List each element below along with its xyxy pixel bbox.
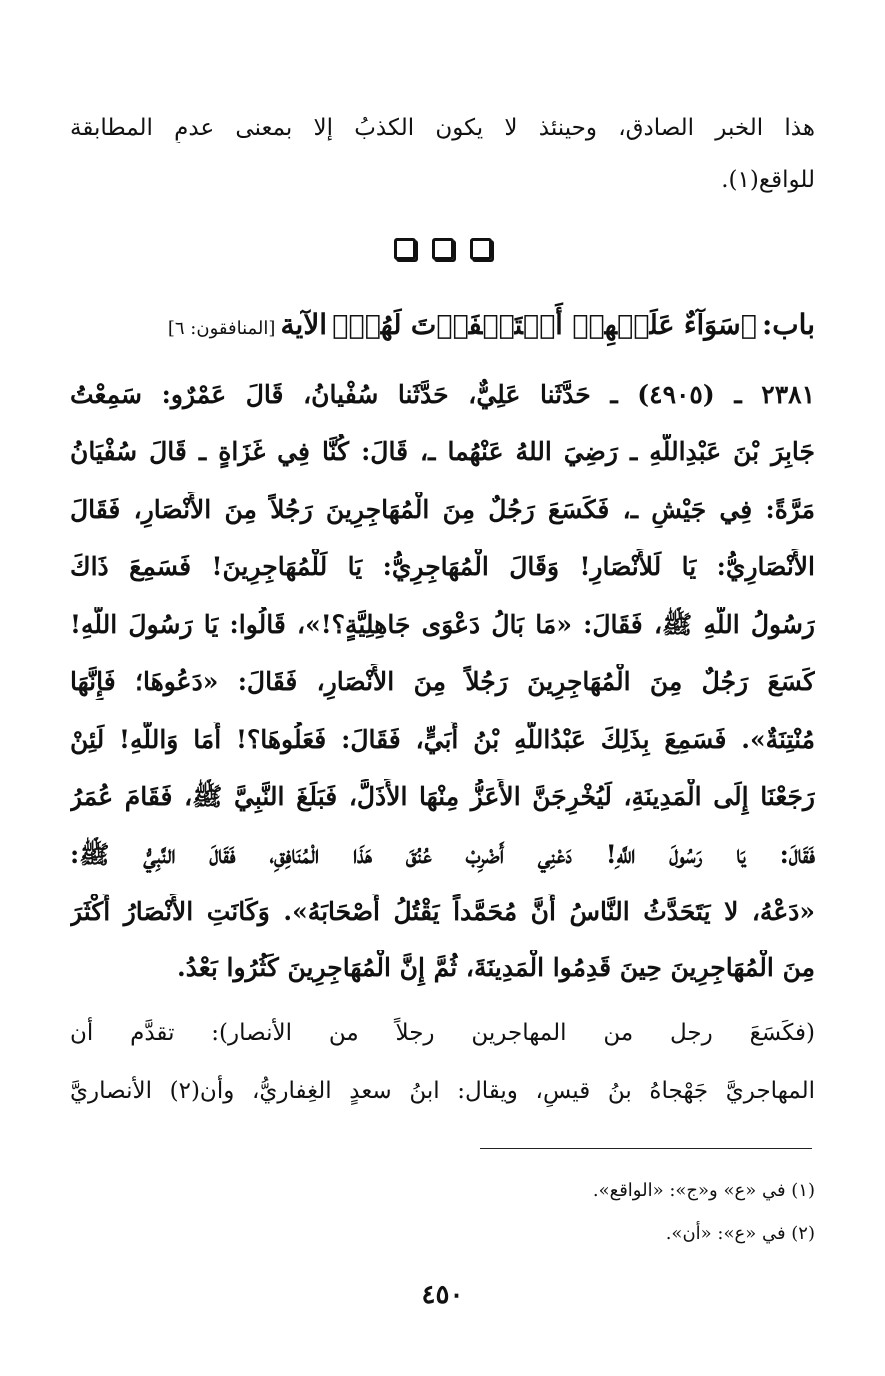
hadith-line: الأَنْصَارِيُّ: يَا لَلأَنْصَارِ! وَقَالَ الْمُهَاجِرِيُّ: يَا لَلْمُهَاجِرِينَ! فَسَمِعَ ذَاكَ (70, 552, 815, 581)
intro-line-2: للواقع(١). (721, 167, 815, 193)
commentary-line-1: (فكَسَعَ رجل من المهاجرين رجلاً من الأنصار): تقدَّم أن (70, 1020, 815, 1046)
hadith-line: مُنْتِنَةٌ». فَسَمِعَ بِذَلِكَ عَبْدُاللَّهِ بْنُ أُبَيٍّ، فَقَالَ: فَعَلُوهَا؟! أَمَا وَاللَّهِ! لَئِنْ (70, 725, 815, 754)
footnote-2: (٢) في «ع»: «أن». (665, 1223, 815, 1244)
hadith-line: ٢٣٨١ ـ (٤٩٠٥) ـ حَدَّثَنا عَلِيٌّ، حَدَّثَنا سُفْيانُ، قَالَ عَمْرٌو: سَمِعْتُ (70, 380, 815, 409)
hadith-line: «دَعْهُ، لا يَتَحَدَّثُ النَّاسُ أَنَّ مُحَمَّداً يَقْتُلُ أَصْحَابَهُ». وَكَانَتِ الأَنْصَارُ أَكْثَرَ (70, 897, 815, 926)
chapter-word: باب: (761, 308, 815, 341)
hadith-line: رَجَعْنَا إِلَى الْمَدِينَةِ، لَيُخْرِجَنَّ الأَعَزُّ مِنْهَا الأَذَلَّ، فَبَلَغَ النَّبِيَّ ﷺ، فَقَامَ عُمَرُ (70, 782, 815, 811)
hadith-line: مَرَّةً: فِي جَيْشٍ ـ، فَكَسَعَ رَجُلٌ مِنَ الْمُهَاجِرِينَ رَجُلاً مِنَ الأَنْصَارِ، فَقَالَ (70, 495, 815, 524)
hadith-line: جَابِرَ بْنَ عَبْدِاللَّهِ ـ رَضِيَ اللهُ عَنْهُما ـ، قَالَ: كُنَّا فِي غَزَاةٍ ـ قَالَ سُفْيَانُ (70, 437, 815, 466)
hadith-line: مِنَ الْمُهَاجِرِينَ حِينَ قَدِمُوا الْمَدِينَةَ، ثُمَّ إِنَّ الْمُهَاجِرِينَ كَثُرُوا بَعْدُ. (176, 953, 815, 982)
intro-line-1: هذا الخبر الصادق، وحينئذ لا يكون الكذبُ إلا بمعنى عدمِ المطابقة (70, 115, 815, 141)
square-ornament-icon (432, 238, 454, 260)
commentary-line-2: المهاجريَّ جَهْجاهُ بنُ قيسٍ، ويقال: ابنُ سعدٍ الغِفاريُّ، وأن(٢) الأنصاريَّ (70, 1078, 815, 1104)
square-ornament-icon (470, 238, 492, 260)
footnote-divider (480, 1148, 812, 1149)
chapter-heading (168, 308, 815, 341)
hadith-line: كَسَعَ رَجُلٌ مِنَ الْمُهَاجِرِينَ رَجُلاً مِنَ الأَنْصَارِ، فَقَالَ: «دَعُوهَا؛ فَإِنَّهَا (70, 667, 815, 696)
ayah-label: الآية (280, 308, 328, 341)
section-separator-ornament (394, 238, 492, 260)
hadith-line: رَسُولُ اللَّهِ ﷺ، فَقَالَ: «مَا بَالُ دَعْوَى جَاهِلِيَّةٍ؟!»، قَالُوا: يَا رَسُولَ اللَّهِ! (70, 610, 815, 639)
square-ornament-icon (394, 238, 416, 260)
verse-reference: [المنافقون: ٦] (167, 318, 276, 339)
hadith-line: فَقَالَ: يَا رَسُولَ اللَّهِ! دَعْنِي أَضْرِبْ عُنُقَ هَذَا الْمُنَافِقِ، فَقَالَ النَّبِيُّ ﷺ: (70, 840, 815, 869)
page-number: ٤٥٠ (421, 1280, 464, 1310)
footnote-1: (١) في «ع» و«ج»: «الواقع». (592, 1180, 815, 1201)
chapter-verse: ﴿سَوَآءٌ عَلَيۡهِمۡ أَسۡتَغۡفَرۡتَ لَهُمۡ﴾ (332, 310, 757, 341)
